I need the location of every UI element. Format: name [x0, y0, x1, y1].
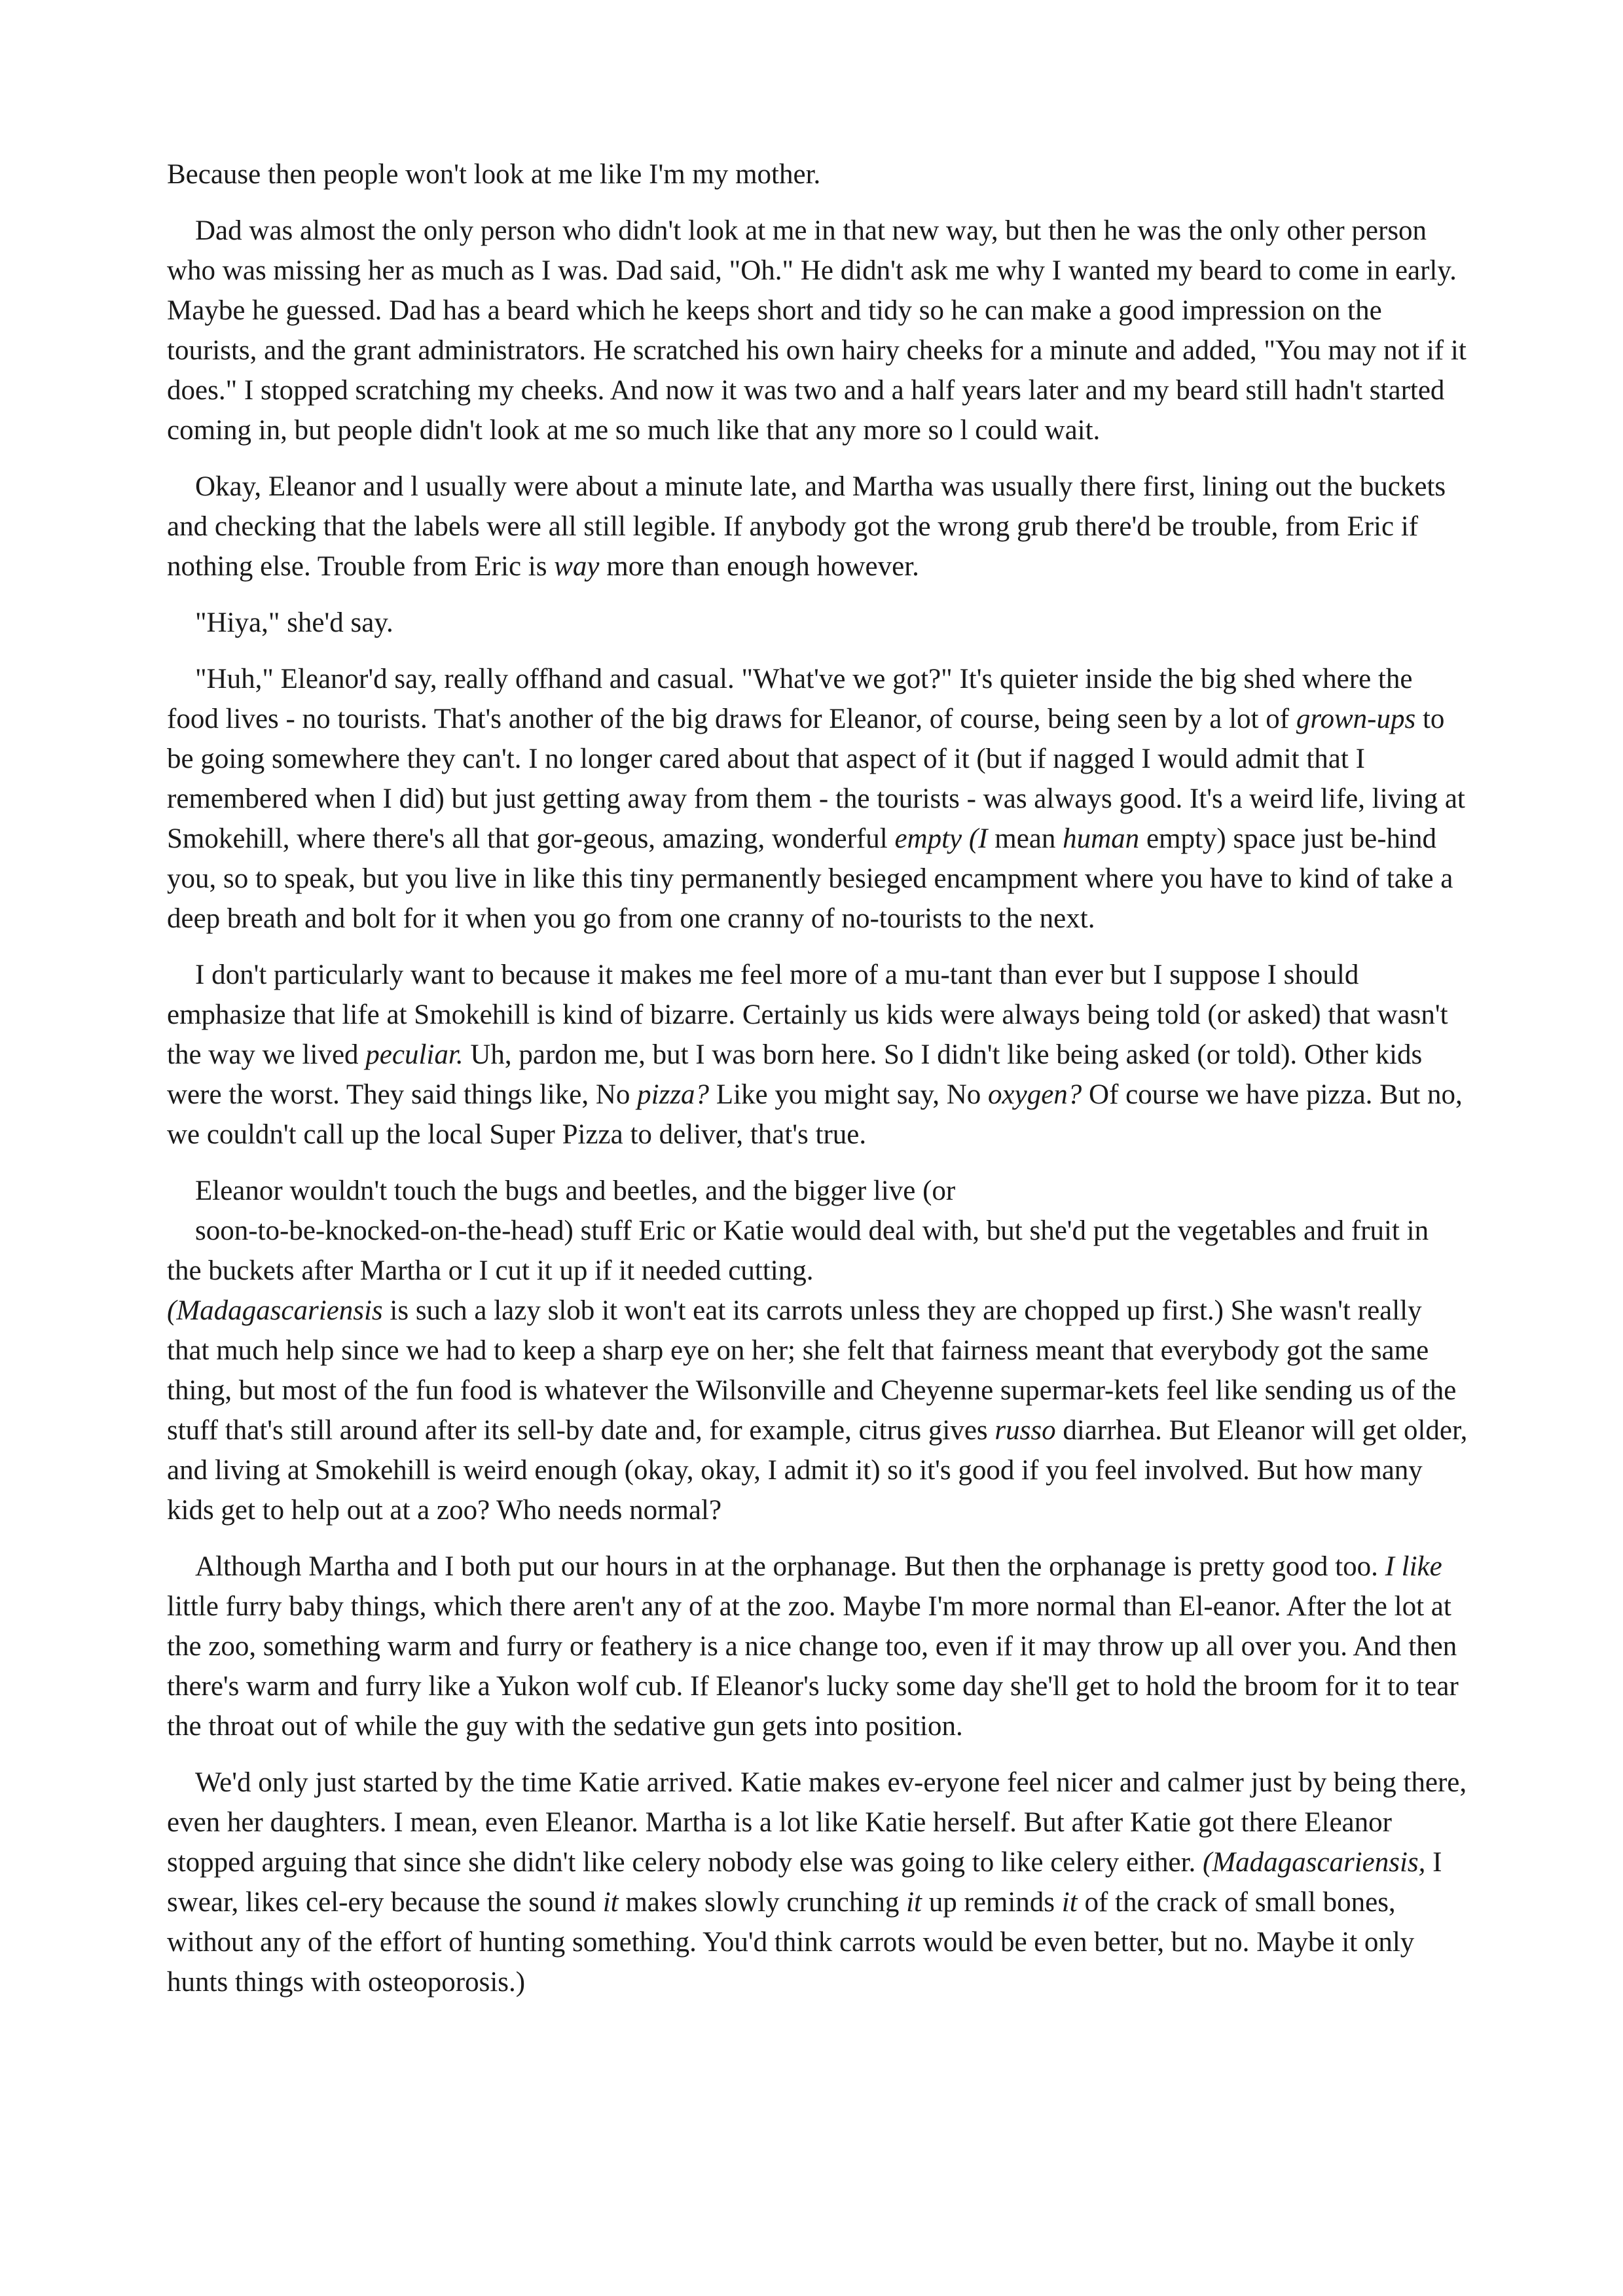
- italic-text: way: [554, 551, 600, 582]
- paragraph: [167, 1763, 1470, 2002]
- paragraph-text: more than enough however.: [599, 551, 919, 582]
- paragraph-text: is such a lazy slob it won't eat its carrots unless they are chopped up first.) She wasn't really that much help since we had to keep a sharp eye on her; she felt that fairness meant that everybody got the same thing, but most of the fun food is whatever the Wilsonville and Cheyenne supermar-kets feel like sending us of the stuff that's still around after its sell-by date and, for example, citrus gives: [167, 1295, 1457, 1446]
- paragraph-text: Eleanor wouldn't touch the bugs and beetles, and the bigger live (or: [195, 1175, 956, 1206]
- paragraph-text: of the crack of small bones, without any of the effort of hunting something. You'd think carrots would be even better, but no. Maybe it only hunts things with osteoporosis.): [167, 1887, 1415, 1998]
- paragraph: [167, 659, 1470, 939]
- document-page: [167, 154, 1470, 2018]
- paragraph-text: Like you might say, No: [709, 1079, 989, 1110]
- paragraph-text: Dad was almost the only person who didn't look at me in that new way, but then he was the only other person who was missing her as much as I was. Dad said, "Oh." He didn't ask me why I wanted my beard to come in early. Maybe he guessed. Dad has a beard which he keeps short and tidy so he can make a good impression on the tourists, and the grant administrators. He scratched his own hairy cheeks for a minute and added, "You may not if it does." I stopped scratching my cheeks. And now it was two and a half years later and my beard still hadn't started coming in, but people didn't look at me so much like that any more so l could wait.: [167, 215, 1467, 446]
- italic-text: grown-ups: [1296, 704, 1416, 734]
- italic-text: it: [1061, 1887, 1078, 1918]
- paragraph-text: "Hiya," she'd say.: [195, 607, 393, 638]
- paragraph-text: Uh, pardon me, but I was born here. So I didn't like being asked (or told). Other kids were the worst. They said things like, No: [167, 1039, 1423, 1110]
- italic-text: I like: [1385, 1551, 1442, 1582]
- italic-text: peculiar.: [365, 1039, 464, 1070]
- paragraph-text: makes slowly crunching: [618, 1887, 907, 1918]
- italic-text: pizza?: [637, 1079, 710, 1110]
- paragraph-text: mean: [987, 823, 1063, 854]
- paragraph-text: I swear, likes cel-ery because the sound: [167, 1847, 1442, 1918]
- italic-text: russo: [994, 1415, 1056, 1446]
- paragraph-text: We'd only just started by the time Katie arrived. Katie makes ev-eryone feel nicer and calmer just by being there, even her daughters. I mean, even Eleanor. Martha is a lot like Katie herself. But after Katie got there Eleanor stopped arguing that since she didn't like celery nobody else was going to like celery either.: [167, 1767, 1467, 1878]
- paragraph-text: Of course we have pizza. But no, we couldn't call up the local Super Pizza to deliver, that's true.: [167, 1079, 1463, 1150]
- paragraph: [167, 1171, 1470, 1530]
- italic-text: it: [602, 1887, 619, 1918]
- paragraph-text: I don't particularly want to because it makes me feel more of a mu-tant than ever but I suppose I should emphasize that life at Smokehill is kind of bizarre. Certainly us kids were always being told (or asked) that wasn't the way we lived: [167, 960, 1448, 1070]
- paragraph-text: to be going somewhere they can't. I no longer cared about that aspect of it (but if nagged I would admit that I remembered when I did) but just getting away from them - the tourists - was always good. It's a weird life, living at Smokehill, where there's all that gor-geous, amazing, wonderful: [167, 704, 1465, 854]
- paragraph: [167, 211, 1470, 450]
- paragraph: [167, 955, 1470, 1155]
- paragraph: [167, 603, 1470, 643]
- paragraph: [167, 154, 1470, 194]
- italic-text: (Madagascariensis: [167, 1295, 383, 1326]
- paragraph-text: up reminds: [922, 1887, 1062, 1918]
- italic-text: it: [906, 1887, 922, 1918]
- paragraph-text: diarrhea. But Eleanor will get older, and living at Smokehill is weird enough (okay, okay, I admit it) so it's good if you feel involved. But how many kids get to help out at a zoo? Who needs normal?: [167, 1415, 1468, 1526]
- italic-text: human: [1063, 823, 1140, 854]
- paragraph-text: empty) space just be-hind you, so to speak, but you live in like this tiny permanently besieged encampment where you have to kind of take a deep breath and bolt for it when you go from one cranny of no-tourists to the next.: [167, 823, 1453, 934]
- italic-text: oxygen?: [988, 1079, 1082, 1110]
- paragraph-text: soon-to-be-knocked-on-the-head) stuff Eric or Katie would deal with, but she'd put the vegetables and fruit in the buckets after Martha or I cut it up if it needed cutting.: [167, 1215, 1429, 1286]
- paragraph-text: little furry baby things, which there aren't any of at the zoo. Maybe I'm more normal than El-eanor. After the lot at the zoo, something warm and furry or feathery is a nice change too, even if it may throw up all over you. And then there's warm and furry like a Yukon wolf cub. If Eleanor's lucky some day she'll get to hold the broom for it to tear the throat out of while the guy with the sedative gun gets into position.: [167, 1591, 1459, 1742]
- paragraph-text: Although Martha and I both put our hours in at the orphanage. But then the orphanage is pretty good too.: [195, 1551, 1385, 1582]
- paragraph-text: Okay, Eleanor and l usually were about a minute late, and Martha was usually there first, lining out the buckets and checking that the labels were all still legible. If anybody got the wrong grub there'd be trouble, from Eric if nothing else. Trouble from Eric is: [167, 471, 1446, 582]
- paragraph-text: "Huh," Eleanor'd say, really offhand and casual. "What've we got?" It's quieter inside the big shed where the food lives - no tourists. That's another of the big draws for Eleanor, of course, being seen by a lot of: [167, 664, 1413, 734]
- italic-text: empty (I: [894, 823, 988, 854]
- italic-text: (Madagascariensis,: [1203, 1847, 1426, 1878]
- paragraph: [167, 467, 1470, 586]
- paragraph: [167, 1547, 1470, 1746]
- paragraph-text: Because then people won't look at me like I'm my mother.: [167, 159, 821, 190]
